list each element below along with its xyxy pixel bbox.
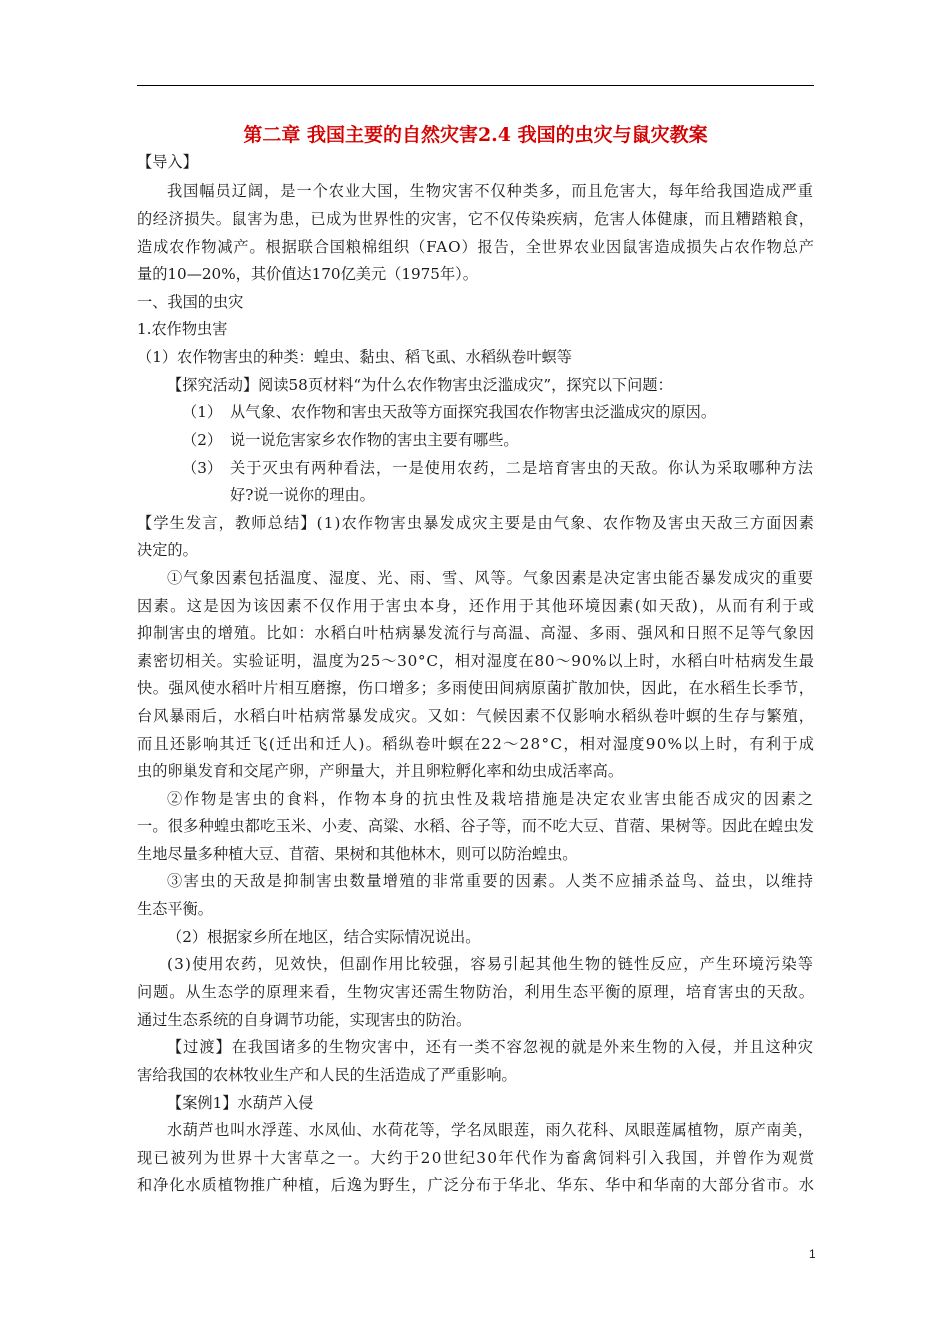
text-line: 虫的卵巢发育和交尾产卵，产卵量大，并且卵粒孵化率和幼虫成活率高。 [137,762,623,780]
text-line: 关于灭虫有两种看法，一是使用农药，二是培育害虫的天敌。你认为采取哪种方法 [230,459,815,477]
text-line: （3） [182,459,223,477]
text-line: 1.农作物虫害 [137,320,228,338]
text-line: 说一说危害家乡农作物的害虫主要有哪些。 [230,431,519,449]
text-line: 造成农作物减产。根据联合国粮棉组织（FAO）报告，全世界农业因鼠害造成损失占农作物总产 [137,238,815,256]
text-line: 一。很多种蝗虫都吃玉米、小麦、高粱、水稻、谷子等，而不吃大豆、苜蓿、果树等。因此在蝗虫发 [137,817,815,835]
text-line: 因素。这是因为该因素不仅作用于害虫本身，还作用于其他环境因素(如天敌)，从而有利于或 [137,597,816,615]
text-line: 生地尽量多种植大豆、苜蓿、果树和其他林木，则可以防治蝗虫。 [137,845,578,863]
text-line: 的经济损失。鼠害为患，已成为世界性的灾害，它不仅传染疾病，危害人体健康，而且糟踏粮食， [137,210,815,228]
text-line: 我国幅员辽阔，是一个农业大国，生物灾害不仅种类多，而且危害大，每年给我国造成严重 [167,182,814,200]
text-line: 现已被列为世界十大害草之一。大约于20世纪30年代作为畜禽饲料引入我国，并曾作为观赏 [137,1149,816,1167]
text-line: 量的10—20%，其价值达170亿美元（1975年）。 [137,265,478,283]
text-line: 通过生态系统的自身调节功能，实现害虫的防治。 [137,1011,472,1029]
text-line: 素密切相关。实验证明，温度为25～30°C，相对湿度在80～90%以上时，水稻白叶枯病发生最 [137,652,815,670]
text-line: 而且还影响其迁飞(迁出和迁人)。稻纵卷叶螟在22～28°C，相对湿度90%以上时，有利于成 [137,735,816,753]
text-line: 快。强风使水稻叶片相互磨擦，伤口增多；多雨使田间病原菌扩散加快，因此，在水稻生长季节， [137,679,815,697]
text-line: ②作物是害虫的食料，作物本身的抗虫性及栽培措施是决定农业害虫能否成灾的因素之 [167,790,815,808]
text-line: 害给我国的农林牧业生产和人民的生活造成了严重影响。 [137,1066,517,1084]
text-line: 生态平衡。 [137,900,213,918]
text-line: ①气象因素包括温度、湿度、光、雨、雪、风等。气象因素是决定害虫能否暴发成灾的重要 [167,569,814,587]
text-line: 一、我国的虫灾 [137,293,244,311]
text-line: 【探究活动】阅读58页材料“为什么农作物害虫泛滥成灾”，探究以下问题： [167,376,673,394]
text-line: 从气象、农作物和害虫天敌等方面探究我国农作物害虫泛滥成灾的原因。 [230,403,716,421]
text-line: 决定的。 [137,541,198,559]
page-number: 1 [809,1247,816,1261]
text-line: 台风暴雨后，水稻白叶枯病常暴发成灾。又如：气候因素不仅影响水稻纵卷叶螟的生存与繁殖， [137,707,815,725]
text-line: 抑制害虫的增殖。比如：水稻白叶枯病暴发流行与高温、高湿、多雨、强风和日照不足等气象因 [137,624,815,642]
text-line: 问题。从生态学的原理来看，生物灾害还需生物防治，利用生态平衡的原理，培育害虫的天敌。 [137,983,815,1001]
document-title: 第二章 我国主要的自然灾害2.4 我国的虫灾与鼠灾教案 [243,124,708,146]
text-line: 和净化水质植物推广种植，后逸为野生，广泛分布于华北、华东、华中和华南的大部分省市。水 [137,1176,815,1194]
text-line: 【学生发言，教师总结】(1)农作物害虫暴发成灾主要是由气象、农作物及害虫天敌三方面因素 [137,514,816,532]
text-line: ③害虫的天敌是抑制害虫数量增殖的非常重要的因素。人类不应捕杀益鸟、益虫，以维持 [167,872,815,890]
text-line: 好?说一说你的理由。 [230,486,375,504]
text-line: 水葫芦也叫水浮莲、水凤仙、水荷花等，学名凤眼莲，雨久花科、凤眼莲属植物，原产南美， [167,1121,814,1139]
text-line: 【导入】 [137,153,198,171]
text-line: （2） [182,431,223,449]
text-line: (3)使用农药，见效快，但副作用比较强，容易引起其他生物的链性反应，产生环境污染等 [167,955,815,973]
text-line: 【案例1】水葫芦入侵 [167,1094,314,1112]
text-line: （1）农作物害虫的种类：蝗虫、黏虫、稻飞虱、水稻纵卷叶螟等 [137,348,572,366]
text-line: 【过渡】在我国诸多的生物灾害中，还有一类不容忽视的就是外来生物的入侵，并且这种灾 [167,1038,814,1056]
text-line: （1） [182,403,223,421]
text-line: （2）根据家乡所在地区，结合实际情况说出。 [167,928,481,946]
header-rule [137,85,814,86]
